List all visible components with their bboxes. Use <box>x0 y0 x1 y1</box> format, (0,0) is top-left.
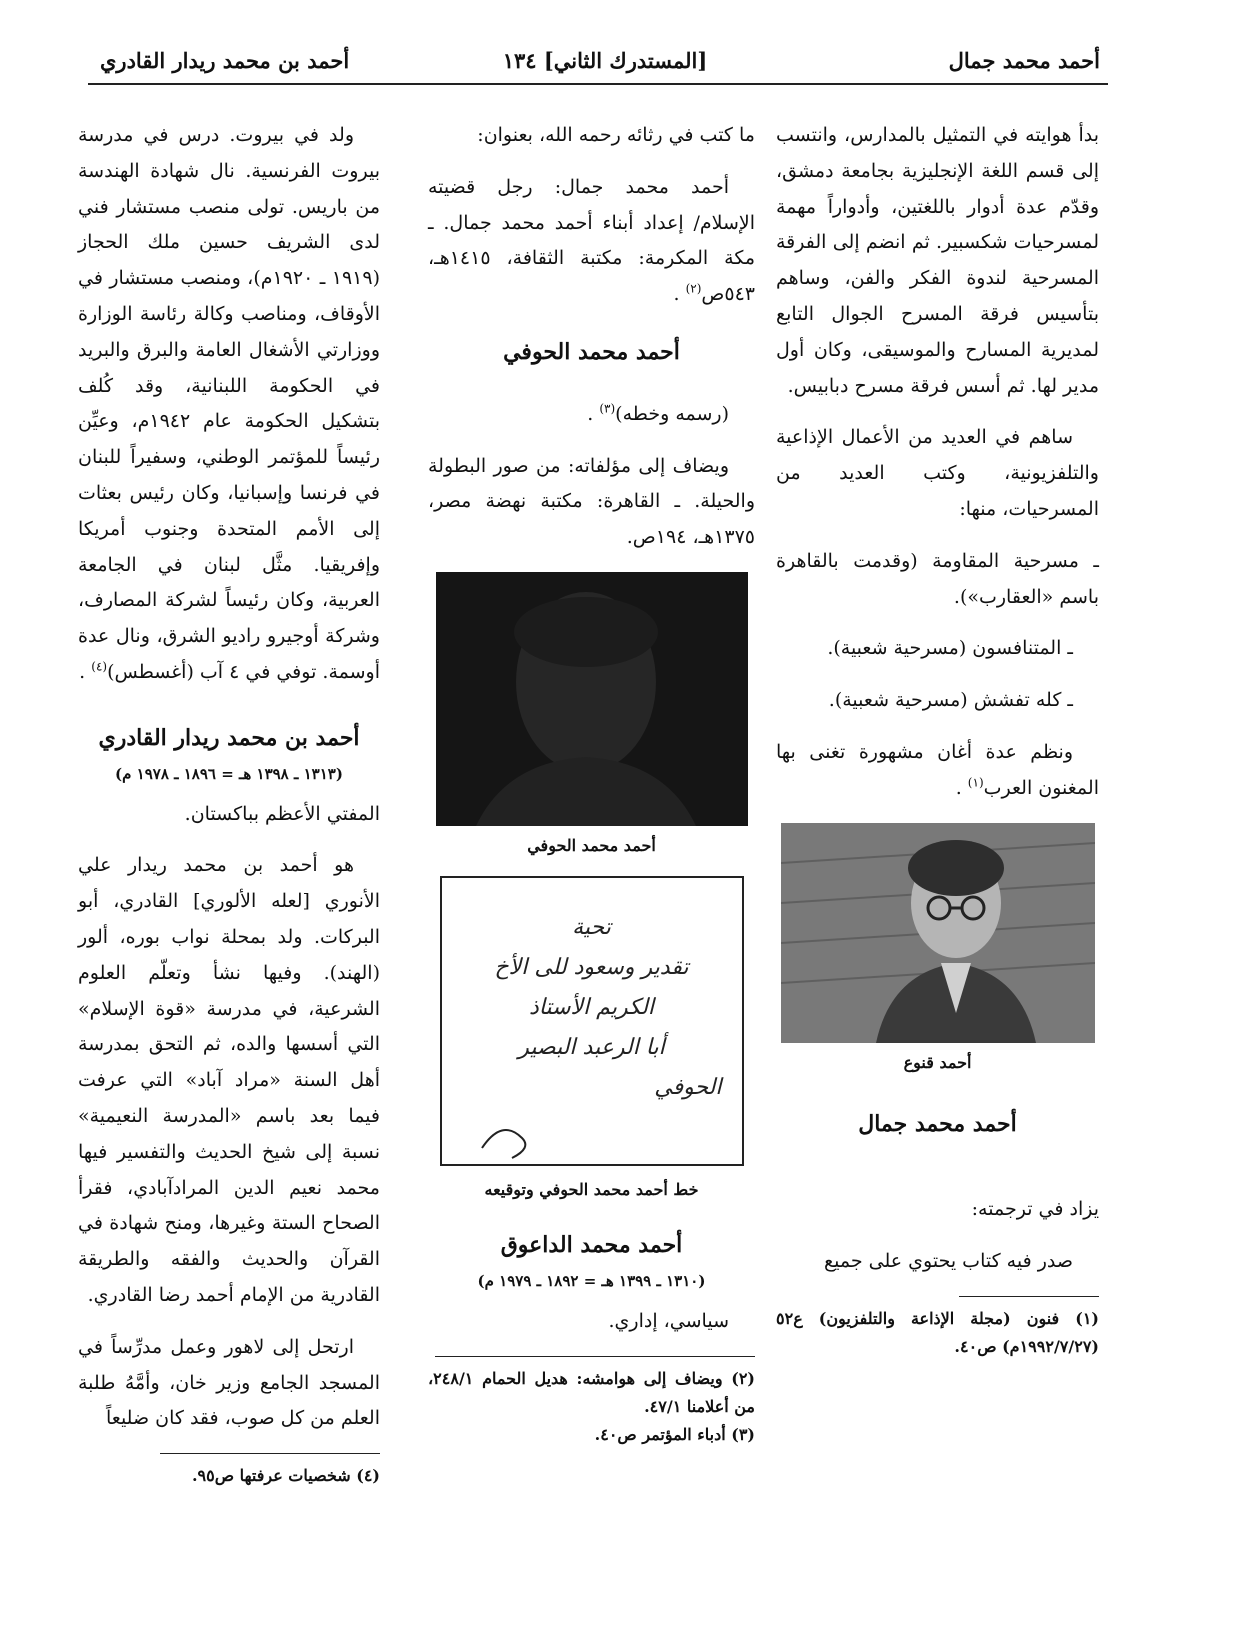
paragraph-text: ونظم عدة أغان مشهورة تغنى بها المغنون العرب <box>776 740 1099 799</box>
footnote-marker: (٢) <box>685 281 702 296</box>
paragraph: أحمد محمد جمال: رجل قضيته الإسلام/ إعداد أبناء أحمد محمد جمال. ـ مكة المكرمة: مكتبة الثقافة، ١٤١٥هـ، ٥٤٣ص$^{(٢)}$ . <box>428 175 755 306</box>
paragraph: صدر فيه كتاب يحتوي على جميع <box>824 1250 1073 1273</box>
column-right <box>776 118 1099 1361</box>
footnote-marker: (٣) <box>599 401 616 416</box>
running-header-right: أحمد محمد جمال <box>948 48 1100 73</box>
handwriting-line: أبا الرعبد البصير <box>518 1034 665 1060</box>
list-item: ـ مسرحية المقاومة (وقدمت بالقاهرة باسم «العقارب»). <box>776 549 1099 608</box>
portrait-photo-hufi <box>436 572 748 826</box>
handwriting-line: تحية <box>572 914 611 940</box>
paragraph: ارتحل إلى لاهور وعمل مدرِّساً في المسجد الجامع وزير خان، وأمَّهُ طلبة العلم من كل صوب، فقد كان ضليعاً <box>78 1335 380 1430</box>
footnote: (٣) أدباء المؤتمر ص٤٠. <box>594 1424 755 1444</box>
footnote-marker: (١) <box>967 775 984 790</box>
list-item: ـ كله تفشش (مسرحية شعبية). <box>828 689 1073 712</box>
handwriting-line: تقدير وسعود للى الأخ <box>494 954 689 980</box>
paragraph-text: أحمد محمد جمال: رجل قضيته الإسلام/ إعداد أبناء أحمد محمد جمال. ـ مكة المكرمة: مكتبة الثقافة، ١٤١٥هـ، ٥٤٣ص <box>428 175 755 306</box>
column-left <box>78 118 380 1490</box>
paragraph-text: (رسمه وخطه) <box>615 402 729 425</box>
column-middle <box>428 118 755 1449</box>
paragraph: ما كتب في رثائه رحمه الله، بعنوان: <box>477 124 755 146</box>
entry-heading: أحمد بن محمد ريدار القادري <box>98 724 360 751</box>
photo-caption: خط أحمد محمد الحوفي وتوقيعه <box>484 1179 699 1199</box>
footnote-marker: (٤) <box>91 659 108 674</box>
paragraph: ولد في بيروت. درس في مدرسة بيروت الفرنسية. نال شهادة الهندسة من باريس. تولى منصب مستشار فني لدى الشريف حسين ملك الحجاز (١٩١٩ ـ ١٩٢٠م)، ومنصب مستشار في الأوقاف، ومناصب وكالة رئاسة الوزارة ووزارتي الأشغال العامة والبرق والبريد في الحكومة اللبنانية، وقد كُلف بتشكيل الحكومة عام ١٩٤٢م، وعيِّن رئيساً للمؤتمر الوطني، وسفيراً للبنان في فرنسا وإسبانيا، وكان رئيس بعثات إلى الأمم المتحدة وجنوب أمريكا وإفريقيا. مثَّل لبنان في الجامعة العربية، وكان رئيساً لشركة المصارف، وشركة أوجيرو راديو الشرق، ونال عدة أوسمة. توفي في ٤ آب (أغسطس)$^{(٤)}$ . <box>78 124 380 683</box>
handwriting-line: الكريم الأستاذ <box>528 994 655 1020</box>
paragraph: سياسي، إداري. <box>608 1309 729 1332</box>
entry-heading: أحمد محمد الداعوق <box>500 1231 683 1258</box>
running-header-left: أحمد بن محمد ريدار القادري <box>100 48 350 73</box>
photo-caption: أحمد قنوع <box>903 1052 972 1072</box>
portrait-photo-qannu <box>781 823 1095 1043</box>
entry-heading: أحمد محمد الحوفي <box>503 338 680 365</box>
entry-heading: أحمد محمد جمال <box>858 1110 1017 1137</box>
footnote: (٤) شخصيات عرفتها ص٩٥. <box>191 1466 380 1486</box>
footnote-rule <box>160 1453 380 1454</box>
photo-caption: أحمد محمد الحوفي <box>527 835 656 855</box>
header-rule <box>88 83 1108 85</box>
paragraph: (رسمه وخطه)$^{(٣)}$ . <box>587 401 729 425</box>
list-item: ـ المتنافسون (مسرحية شعبية). <box>827 637 1073 660</box>
entry-dates: (١٣١٣ ـ ١٣٩٨ هـ = ١٨٩٦ ـ ١٩٧٨ م) <box>115 764 343 783</box>
footnote: (٢) ويضاف إلى هوامشه: هديل الحمام ٢٤٨/١، من أعلامنا ٤٧/١. <box>428 1368 755 1416</box>
paragraph: ساهم في العديد من الأعمال الإذاعية والتلفزيونية، وكتب العديد من المسرحيات، منها: <box>776 426 1099 520</box>
handwriting-signature: الحوفي <box>654 1074 722 1100</box>
handwriting-sample <box>440 876 744 1166</box>
paragraph: هو أحمد بن محمد ريدار علي الأنوري [لعله الألوري] القادري، أبو البركات. ولد بمحلة نواب بوره، ألور (الهند). وفيها نشأ وتعلّم العلوم الشرعية، في مدرسة «قوة الإسلام» التي أسسها والده، ثم التحق بمدرسة أهل السنة «مراد آباد» التي عرفت فيما بعد باسم «المدرسة النعيمية» نسبة إلى شيخ الحديث والتفسير فيها محمد نعيم الدين المرادآبادي، فقرأ الصحاح الستة وغيرها، ومنح شهادة في القرآن والحديث والفقه والطريقة القادرية من الإمام أحمد رضا القادري. <box>78 854 380 1306</box>
footnote: (١) فنون (مجلة الإذاعة والتلفزيون) ع٥٢ (١٩٩٢/٧/٢٧م) ص٤٠. <box>776 1308 1099 1356</box>
paragraph-text: ولد في بيروت. درس في مدرسة بيروت الفرنسية. نال شهادة الهندسة من باريس. تولى منصب مستشار فني لدى الشريف حسين ملك الحجاز (١٩١٩ ـ ١٩٢٠م)، ومنصب مستشار في الأوقاف، ومناصب وكالة رئاسة الوزارة ووزارتي الأشغال العامة والبرق والبريد في الحكومة اللبنانية، وقد كُلف بتشكيل الحكومة عام ١٩٤٢م، وعيِّن رئيساً للمؤتمر الوطني، وسفيراً للبنان في فرنسا وإسبانيا، وكان رئيس بعثات إلى الأمم المتحدة وجنوب أمريكا وإفريقيا. مثَّل لبنان في الجامعة العربية، وكان رئيساً لشركة المصارف، وشركة أوجيرو راديو الشرق، ونال عدة أوسمة. توفي في ٤ آب (أغسطس) <box>78 124 380 683</box>
entry-dates: (١٣١٠ ـ ١٣٩٩ هـ = ١٨٩٢ ـ ١٩٧٩ م) <box>477 1271 706 1290</box>
paragraph: ويضاف إلى مؤلفاته: من صور البطولة والحيلة. ـ القاهرة: مكتبة نهضة مصر، ١٣٧٥هـ، ١٩٤ص. <box>428 454 755 549</box>
paragraph: ونظم عدة أغان مشهورة تغنى بها المغنون العرب$^{(١)}$ . <box>776 740 1099 799</box>
paragraph: بدأ هوايته في التمثيل بالمدارس، وانتسب إلى قسم اللغة الإنجليزية بجامعة دمشق، وقدّم عدة أدوار باللغتين، وأدواراً مهمة لمسرحيات شكسبير. ثم انضم إلى الفرقة المسرحية لندوة الفكر والفن، وساهم بتأسيس فرقة المسرح الجوال التابع لمديرية المسارح والموسيقى، وكان أول مدير لها. ثم أسس فرقة مسرح دبابيس. <box>776 124 1099 397</box>
footnote-rule <box>959 1296 1099 1297</box>
footnote-rule <box>435 1356 755 1357</box>
paragraph: يزاد في ترجمته: <box>971 1198 1099 1221</box>
paragraph: المفتي الأعظم بباكستان. <box>184 802 380 825</box>
running-header-center: [المستدرك الثاني] ١٣٤ <box>502 48 708 73</box>
